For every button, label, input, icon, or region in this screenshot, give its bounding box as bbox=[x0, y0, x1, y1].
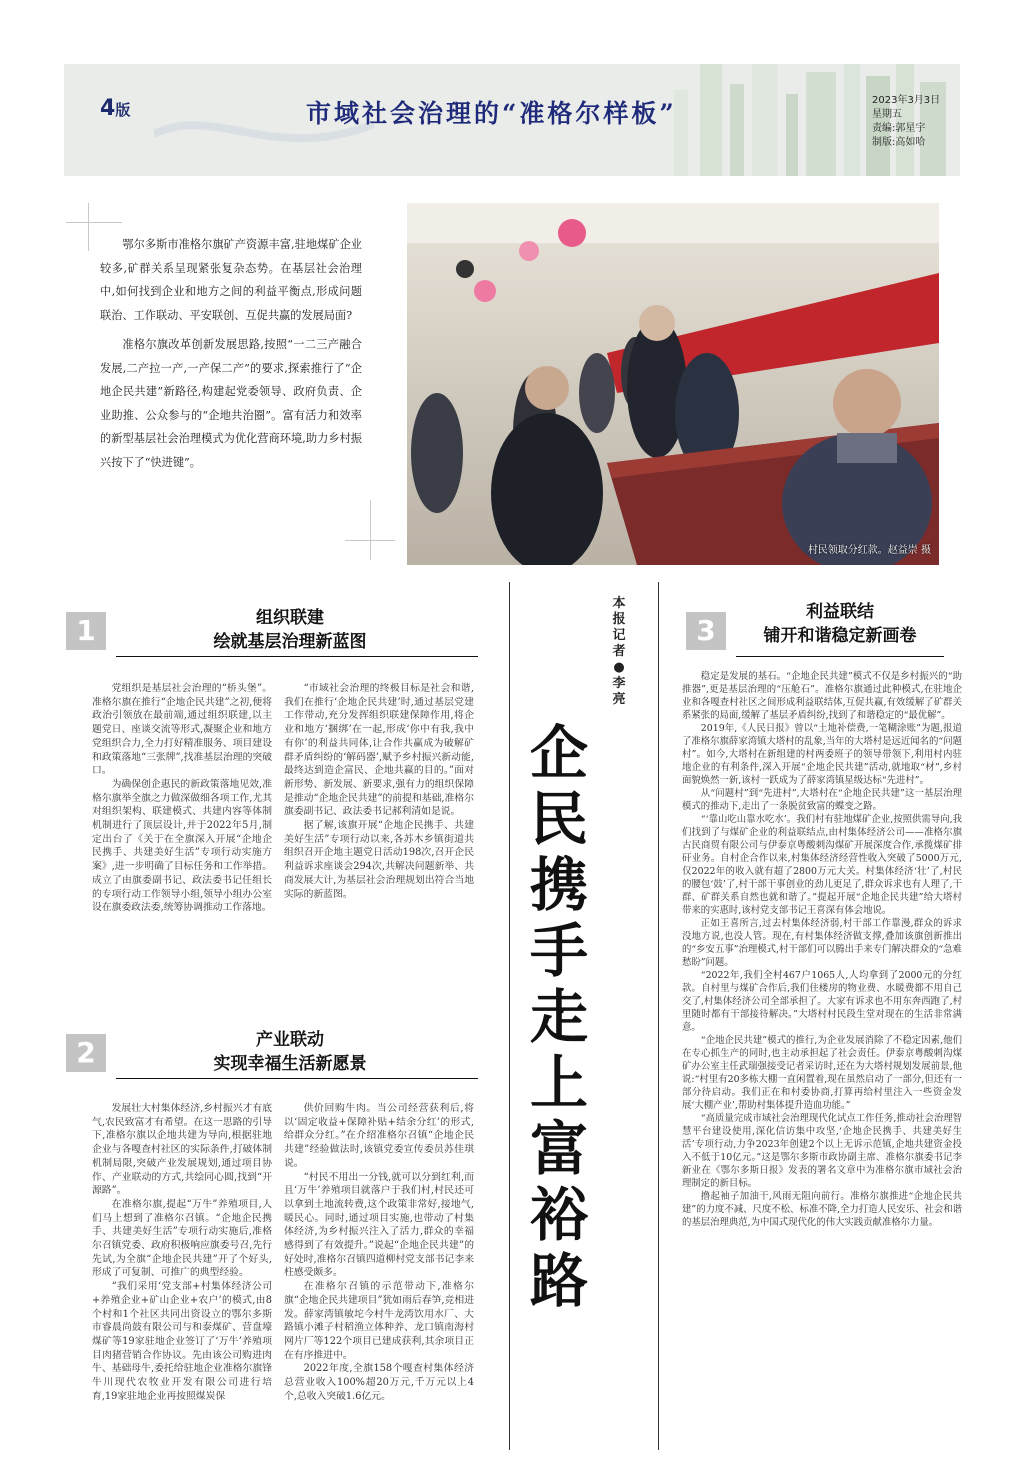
section-rule bbox=[116, 1078, 478, 1079]
paragraph: 在准格尔旗,提起“万牛”养殖项目,人们马上想到了准格尔召镇。“企地企民携手、共建美好生活”专项行动实施后,准格尔召镇党委、政府积极响应旗委号召,先行先试,为全旗“企地企民共建”开了个好头,形成了可复制、可推广的典型经验。 bbox=[92, 1198, 272, 1279]
news-photo bbox=[407, 203, 939, 565]
section-number: 2 bbox=[66, 1034, 106, 1072]
section-title-line: 铺开和谐稳定新画卷 bbox=[763, 626, 917, 646]
section-rule bbox=[736, 656, 944, 657]
article-column bbox=[92, 682, 272, 915]
intro-paragraph: 准格尔旗改革创新发展思路,按照“一二三产融合发展,二产拉一产,一产保二产”的要求,探索推行了“企地企民共建”新路径,构建起党委领导、政府负责、企业助推、公众参与的“企地共治圈”。富有活力和效率的新型基层社会治理模式为优化营商环境,助力乡村振兴按下了“快进键”。 bbox=[100, 338, 362, 469]
paragraph: 据了解,该旗开展“企地企民携手、共建美好生活”专项行动以来,各苏木乡镇街道共组织召开企地主题党日活动198次,召开企民利益诉求座谈会294次,共解决问题新举、共商发展大计,为基层社会治理规划出符合当地实际的新蓝图。 bbox=[284, 820, 474, 900]
paragraph: 为确保创企惠民的新政策落地见效,准格尔旗举全旗之力做深做细各项工作,尤其对组织架构、联建模式、共建内容等体制机制进行了顶层设计,并于2022年5月,制定出台了《关于在全旗深入开展“企地企民携手、共建美好生活”专项行动实施方案》,进一步明确了目标任务和工作举措。成立了由旗委副书记、政法委书记任组长的专项行动工作领导小组,领导小组办公室设在旗委政法委,统筹协调推动工作落地。 bbox=[92, 778, 272, 914]
section-rule bbox=[116, 656, 478, 657]
photo-caption: 村民领取分红款。赵益崇 摄 bbox=[807, 545, 931, 556]
intro-text bbox=[100, 233, 362, 480]
paragraph: “我们采用‘党支部+村集体经济公司+养殖企业+矿山企业+农户’的模式,由8个村和1个社区共同出资设立的鄂尔多斯市睿晨尚鼓有限公司与和泰煤矿、营盘壕煤矿等19家驻地企业签订了‘万牛’养殖项目肉猪营销合作协议。先由该公司购进肉牛、基础母牛,委托给驻地企业准格尔旗锋牛川现代农牧业开发有限公司进行培育,19家驻地企业再按照煤炭保 bbox=[92, 1281, 272, 1402]
paragraph: “2022年,我们全村467户1065人,人均拿到了2000元的分红款。自村里与煤矿合作后,我们住楼房的物业费、水暖费都不用自己交了,村集体经济公司全部承担了。大家有诉求也不用东奔西跑了,村里随时都有干部接待解决。”大塔村村民段生堂对现在的生活非常满意。 bbox=[682, 970, 962, 1033]
paragraph: 党组织是基层社会治理的“桥头堡”。准格尔旗在推行“企地企民共建”之初,便将政治引领放在最前端,通过组织联建,以主题党日、座谈交流等形式,凝聚企业和地方党组织合力,全力打好精准服务、项目建设和政策落地“三张牌”,找准基层治理的突破口。 bbox=[92, 683, 272, 777]
paragraph: 正如王喜所言,过去村集体经济弱,村干部工作靠漫,群众的诉求没地方说,也没人管。现在,有村集体经济做支撑,叠加该旗创新推出的“乡安五事”治理模式,村干部们可以腾出手来专门解决群众的“急难愁盼”问题。 bbox=[682, 918, 962, 968]
column-divider bbox=[658, 582, 659, 1450]
intro-paragraph: 鄂尔多斯市准格尔旗矿产资源丰富,驻地煤矿企业较多,矿群关系呈现紧张复杂态势。在基层社会治理中,如何找到企业和地方之间的利益平衡点,形成问题联治、工作联动、平安联创、互促共赢的发展局面? bbox=[100, 238, 362, 322]
section-number: 1 bbox=[66, 612, 106, 650]
article-column bbox=[284, 1102, 474, 1403]
paragraph: “企地企民共建”模式的推行,为企业发展消除了不稳定因素,他们在专心抓生产的同时,也主动承担起了社会责任。伊泰京粤酸刺沟煤矿办公室主任武瑞强接受记者采访时,还在为大塔村规划发展前景,他说:“村里有20多栋大棚一直闲置着,现在虽然启动了一部分,但还有一部分待启动。我们正在和村委协商,打算再给村里注入一些资金发展‘大棚产业’,帮助村集体提升造血功能。” bbox=[682, 1035, 962, 1111]
column-divider bbox=[509, 582, 510, 1450]
section-title-line: 绘就基层治理新蓝图 bbox=[213, 632, 367, 652]
cross-decoration bbox=[66, 222, 122, 223]
byline: 本报记者●李亮 bbox=[612, 596, 626, 707]
article-column bbox=[284, 682, 474, 901]
section-title-line: 组织联建 bbox=[256, 608, 324, 628]
cross-decoration bbox=[345, 540, 395, 541]
paragraph: “高质量完成市域社会治理现代化试点工作任务,推动社会治理智慧平台建设使用,深化信访集中攻坚,‘企地企民携手、共建美好生活’专项行动,力争2023年创建2个以上无诉示范镇,企地共建资金投入不低于10亿元。”这是鄂尔多斯市政协副主席、准格尔旗委书记李新业在《鄂尔多斯日报》发表的署名文章中为准格尔旗市域社会治理制定的新目标。 bbox=[682, 1113, 962, 1189]
article-column bbox=[92, 1102, 272, 1403]
paragraph: 2022年度,全旗158个嘎查村集体经济总营业收入100%超20万元,千万元以上4个,总收入突破1.6亿元。 bbox=[284, 1363, 474, 1402]
article-headline: 企民携手走上富裕路 bbox=[529, 719, 588, 1315]
paragraph: 发展壮大村集体经济,乡村振兴才有底气,农民致富才有希望。在这一思路的引导下,准格尔旗以企地共建为导向,根据驻地企业与各嘎查村社区的实际条件,打破体制机制局限,突破产业发展规划,通过项目协作、产业联动的方式,共绘同心圆,找到“开源路”。 bbox=[92, 1103, 272, 1197]
section-title-line: 实现幸福生活新愿景 bbox=[213, 1054, 367, 1074]
cross-decoration bbox=[88, 203, 89, 251]
section-title bbox=[740, 600, 940, 648]
issue-date: 2023年3月3日 bbox=[872, 95, 941, 106]
editor-credit: 责编:郭星宇 bbox=[872, 123, 926, 134]
issue-weekday: 星期五 bbox=[872, 109, 902, 120]
cross-decoration bbox=[370, 500, 371, 560]
section-title bbox=[120, 1028, 460, 1076]
paragraph: “‘靠山吃山靠水吃水’。我们村有驻地煤矿企业,按照供需导向,我们找到了与煤矿企业的利益联结点,由村集体经济公司——准格尔旗古民商贸有限公司与伊泰京粤酸刺沟煤矿开展深度合作,承揽煤矿排矸业务。自村企合作以来,村集体经济经营性收入突破了5000万元,仅2022年的收入就有超了2800万元大关。村集体经济‘壮’了,村民的腰包‘鼓’了,村干部干事创业的劲儿更足了,群众诉求也有人理了,干群、矿群关系自然也就和谐了。”提起开展“企地企民共建”给大塔村带来的实惠时,该村党支部书记王喜深有体会地说。 bbox=[682, 814, 962, 916]
paragraph: 撸起袖子加油干,风雨无阻向前行。准格尔旗推进“企地企民共建”的力度不减、尺度不松、标准不降,全力打造人民安乐、社会和谐的基层治理典范,为中国式现代化的伟大实践贡献准格尔力量。 bbox=[682, 1191, 962, 1228]
section-title bbox=[120, 606, 460, 654]
producer-credit: 制版:高如哈 bbox=[872, 137, 926, 148]
paragraph: 在准格尔召镇的示范带动下,准格尔旗“企地企民共建项目”犹如雨后春笋,竞相进发。薛家湾镇敏坨今村牛龙湾饮用水厂、大路镇小滩子村稻渔立体种养、龙口镇南海村网片厂等122个项目已建成获利,其余项目正在有序推进中。 bbox=[284, 1281, 474, 1361]
section-title-line: 产业联动 bbox=[256, 1030, 324, 1050]
photo-scene-illustration bbox=[407, 203, 939, 565]
paragraph: 从“问题村”到“先进村”,大塔村在“企地企民共建”这一基层治理模式的推动下,走出了一条脱贫致富的蝶变之路。 bbox=[682, 788, 962, 812]
paragraph: 2019年,《人民日报》曾以“土地补偿费,一笔糊涂账”为题,报道了准格尔旗薛家湾镇大塔村的乱象,当年的大塔村是远近闻名的“问题村”。如今,大塔村在新组建的村两委班子的领导带领下,利用村内驻地企业的有利条件,深入开展“企地企民共建”活动,就地取“材”,乡村面貌焕然一新,该村一跃成为了薛家湾镇星级达标“先进村”。 bbox=[682, 723, 962, 786]
page-title: 市域社会治理的“准格尔样板” bbox=[306, 99, 677, 128]
section-number: 3 bbox=[686, 612, 726, 650]
article-column bbox=[682, 670, 962, 1229]
page-number: 4版 bbox=[100, 96, 131, 121]
paragraph: 稳定是发展的基石。“企地企民共建”模式不仅是乡村振兴的“助推器”,更是基层治理的“压舱石”。准格尔旗通过此种模式,在驻地企业和各嘎查村社区之间形成利益联结体,互促共赢,有效缓解了矿群关系紧张的局面,缓解了基层矛盾纠纷,找到了和谐稳定的“最优解”。 bbox=[682, 671, 962, 721]
paragraph: “市域社会治理的终极目标是社会和谐,我们在推行‘企地企民共建’时,通过基层党建工作带动,充分发挥组织联建保障作用,将企业和地方‘捆绑’在一起,形成‘你中有我,我中有你’的利益共同体,让合作共赢成为破解矿群矛盾纠纷的‘解码器’,赋予乡村振兴新动能,最终达到造企富民、企地共赢的目的。”面对新形势、新发展、新要求,强有力的组织保障是推动“企地企民共建”的前提和基础,准格尔旗委副书记、政法委书记郝利清如是说。 bbox=[284, 683, 474, 818]
header-meta bbox=[872, 94, 940, 150]
paragraph: 供价回购牛肉。当公司经营获利后,将以‘固定收益+保障补贴+结余分红’的形式,给群众分红。”在介绍准格尔召镇“企地企民共建”经验做法时,该镇党委宣传委员苏佳琪说。 bbox=[284, 1103, 474, 1169]
paragraph: “村民不用出一分钱,就可以分到红利,而且‘万牛’养殖项目就落户于我们村,村民还可以拿到土地流转费,这个政策非常好,接地气,暖民心。同时,通过项目实施,也带动了村集体经济,为乡村振兴注入了活力,群众的幸福感得到了有效提升。”说起“企地企民共建”的好处时,准格尔召镇四道柳村党支部书记李来柱感受颇多。 bbox=[284, 1171, 474, 1279]
section-title-line: 利益联结 bbox=[806, 602, 874, 622]
